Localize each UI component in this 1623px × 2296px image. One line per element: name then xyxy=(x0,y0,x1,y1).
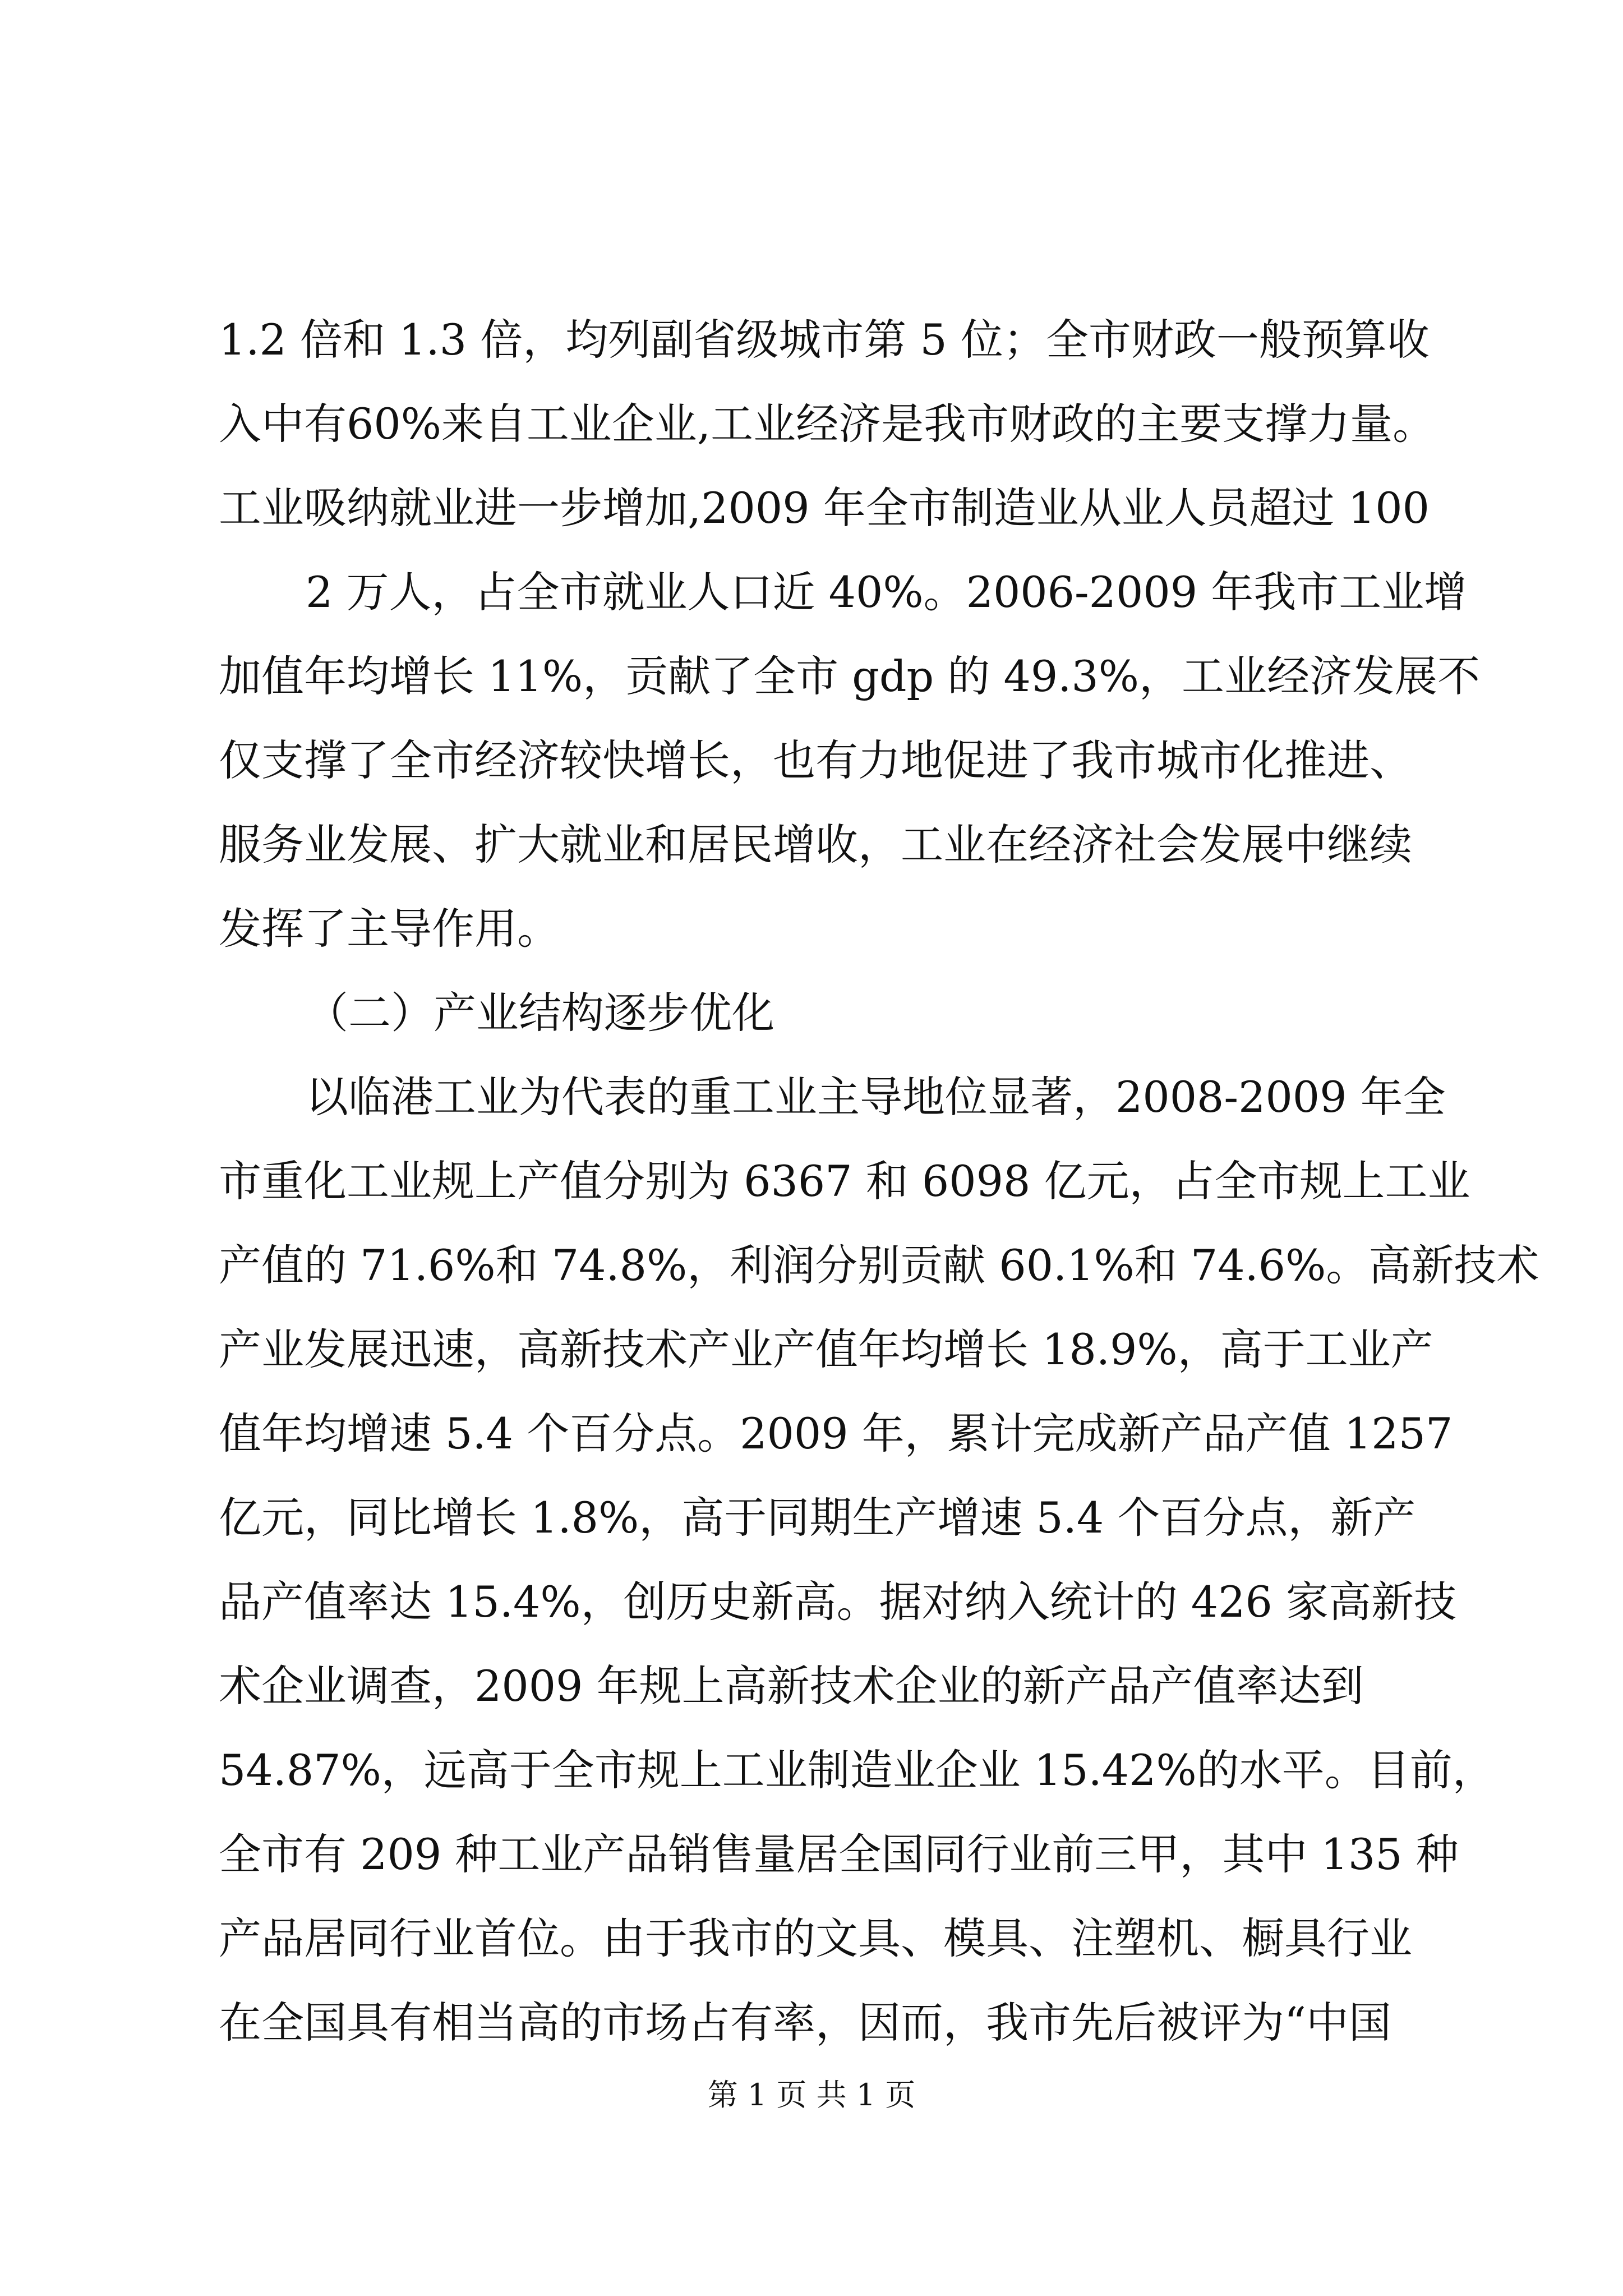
text-line: 1.2 倍和 1.3 倍，均列副省级城市第 5 位；全市财政一般预算收 xyxy=(219,315,1430,365)
text-line: 亿元，同比增长 1.8%，高于同期生产增速 5.4 个百分点，新产 xyxy=(219,1493,1416,1543)
text-line: 2 万人，占全市就业人口近 40%。2006-2009 年我市工业增 xyxy=(306,567,1467,617)
text-line: 发挥了主导作用。 xyxy=(219,904,560,954)
page-footer: 第 1 页 共 1 页 xyxy=(707,2077,916,2113)
text-line: 全市有 209 种工业产品销售量居全国同行业前三甲，其中 135 种 xyxy=(219,1829,1459,1879)
text-line: 品产值率达 15.4%，创历史新高。据对纳入统计的 426 家高新技 xyxy=(219,1577,1456,1627)
text-line: 产品居同行业首位。由于我市的文具、模具、注塑机、橱具行业 xyxy=(219,1913,1412,1963)
text-line: 术企业调查，2009 年规上高新技术企业的新产品产值率达到 xyxy=(219,1661,1364,1711)
text-line: 在全国具有相当高的市场占有率，因而，我市先后被评为“中国 xyxy=(219,1998,1391,2047)
text-line: 入中有60%来自工业企业,工业经济是我市财政的主要支撑力量。 xyxy=(219,399,1436,449)
text-line: 以临港工业为代表的重工业主导地位显著，2008-2009 年全 xyxy=(306,1072,1446,1122)
text-line: 54.87%，远高于全市规上工业制造业企业 15.42%的水平。目前， xyxy=(219,1745,1495,1795)
text-line: 加值年均增长 11%，贡献了全市 gdp 的 49.3%，工业经济发展不 xyxy=(219,651,1480,701)
text-line: 值年均增速 5.4 个百分点。2009 年，累计完成新产品产值 1257 xyxy=(219,1409,1453,1458)
section-heading: （二）产业结构逐步优化 xyxy=(306,988,774,1038)
text-line: 仅支撑了全市经济较快增长，也有力地促进了我市城市化推进、 xyxy=(219,735,1412,785)
text-line: 产值的 71.6%和 74.8%，利润分别贡献 60.1%和 74.6%。高新技术 xyxy=(219,1240,1539,1290)
text-line: 产业发展迅速，高新技术产业产值年均增长 18.9%，高于工业产 xyxy=(219,1324,1433,1374)
text-line: 市重化工业规上产值分别为 6367 和 6098 亿元，占全市规上工业 xyxy=(219,1156,1470,1206)
text-line: 服务业发展、扩大就业和居民增收，工业在经济社会发展中继续 xyxy=(219,820,1412,869)
text-line: 工业吸纳就业进一步增加,2009 年全市制造业从业人员超过 100 xyxy=(219,483,1430,533)
